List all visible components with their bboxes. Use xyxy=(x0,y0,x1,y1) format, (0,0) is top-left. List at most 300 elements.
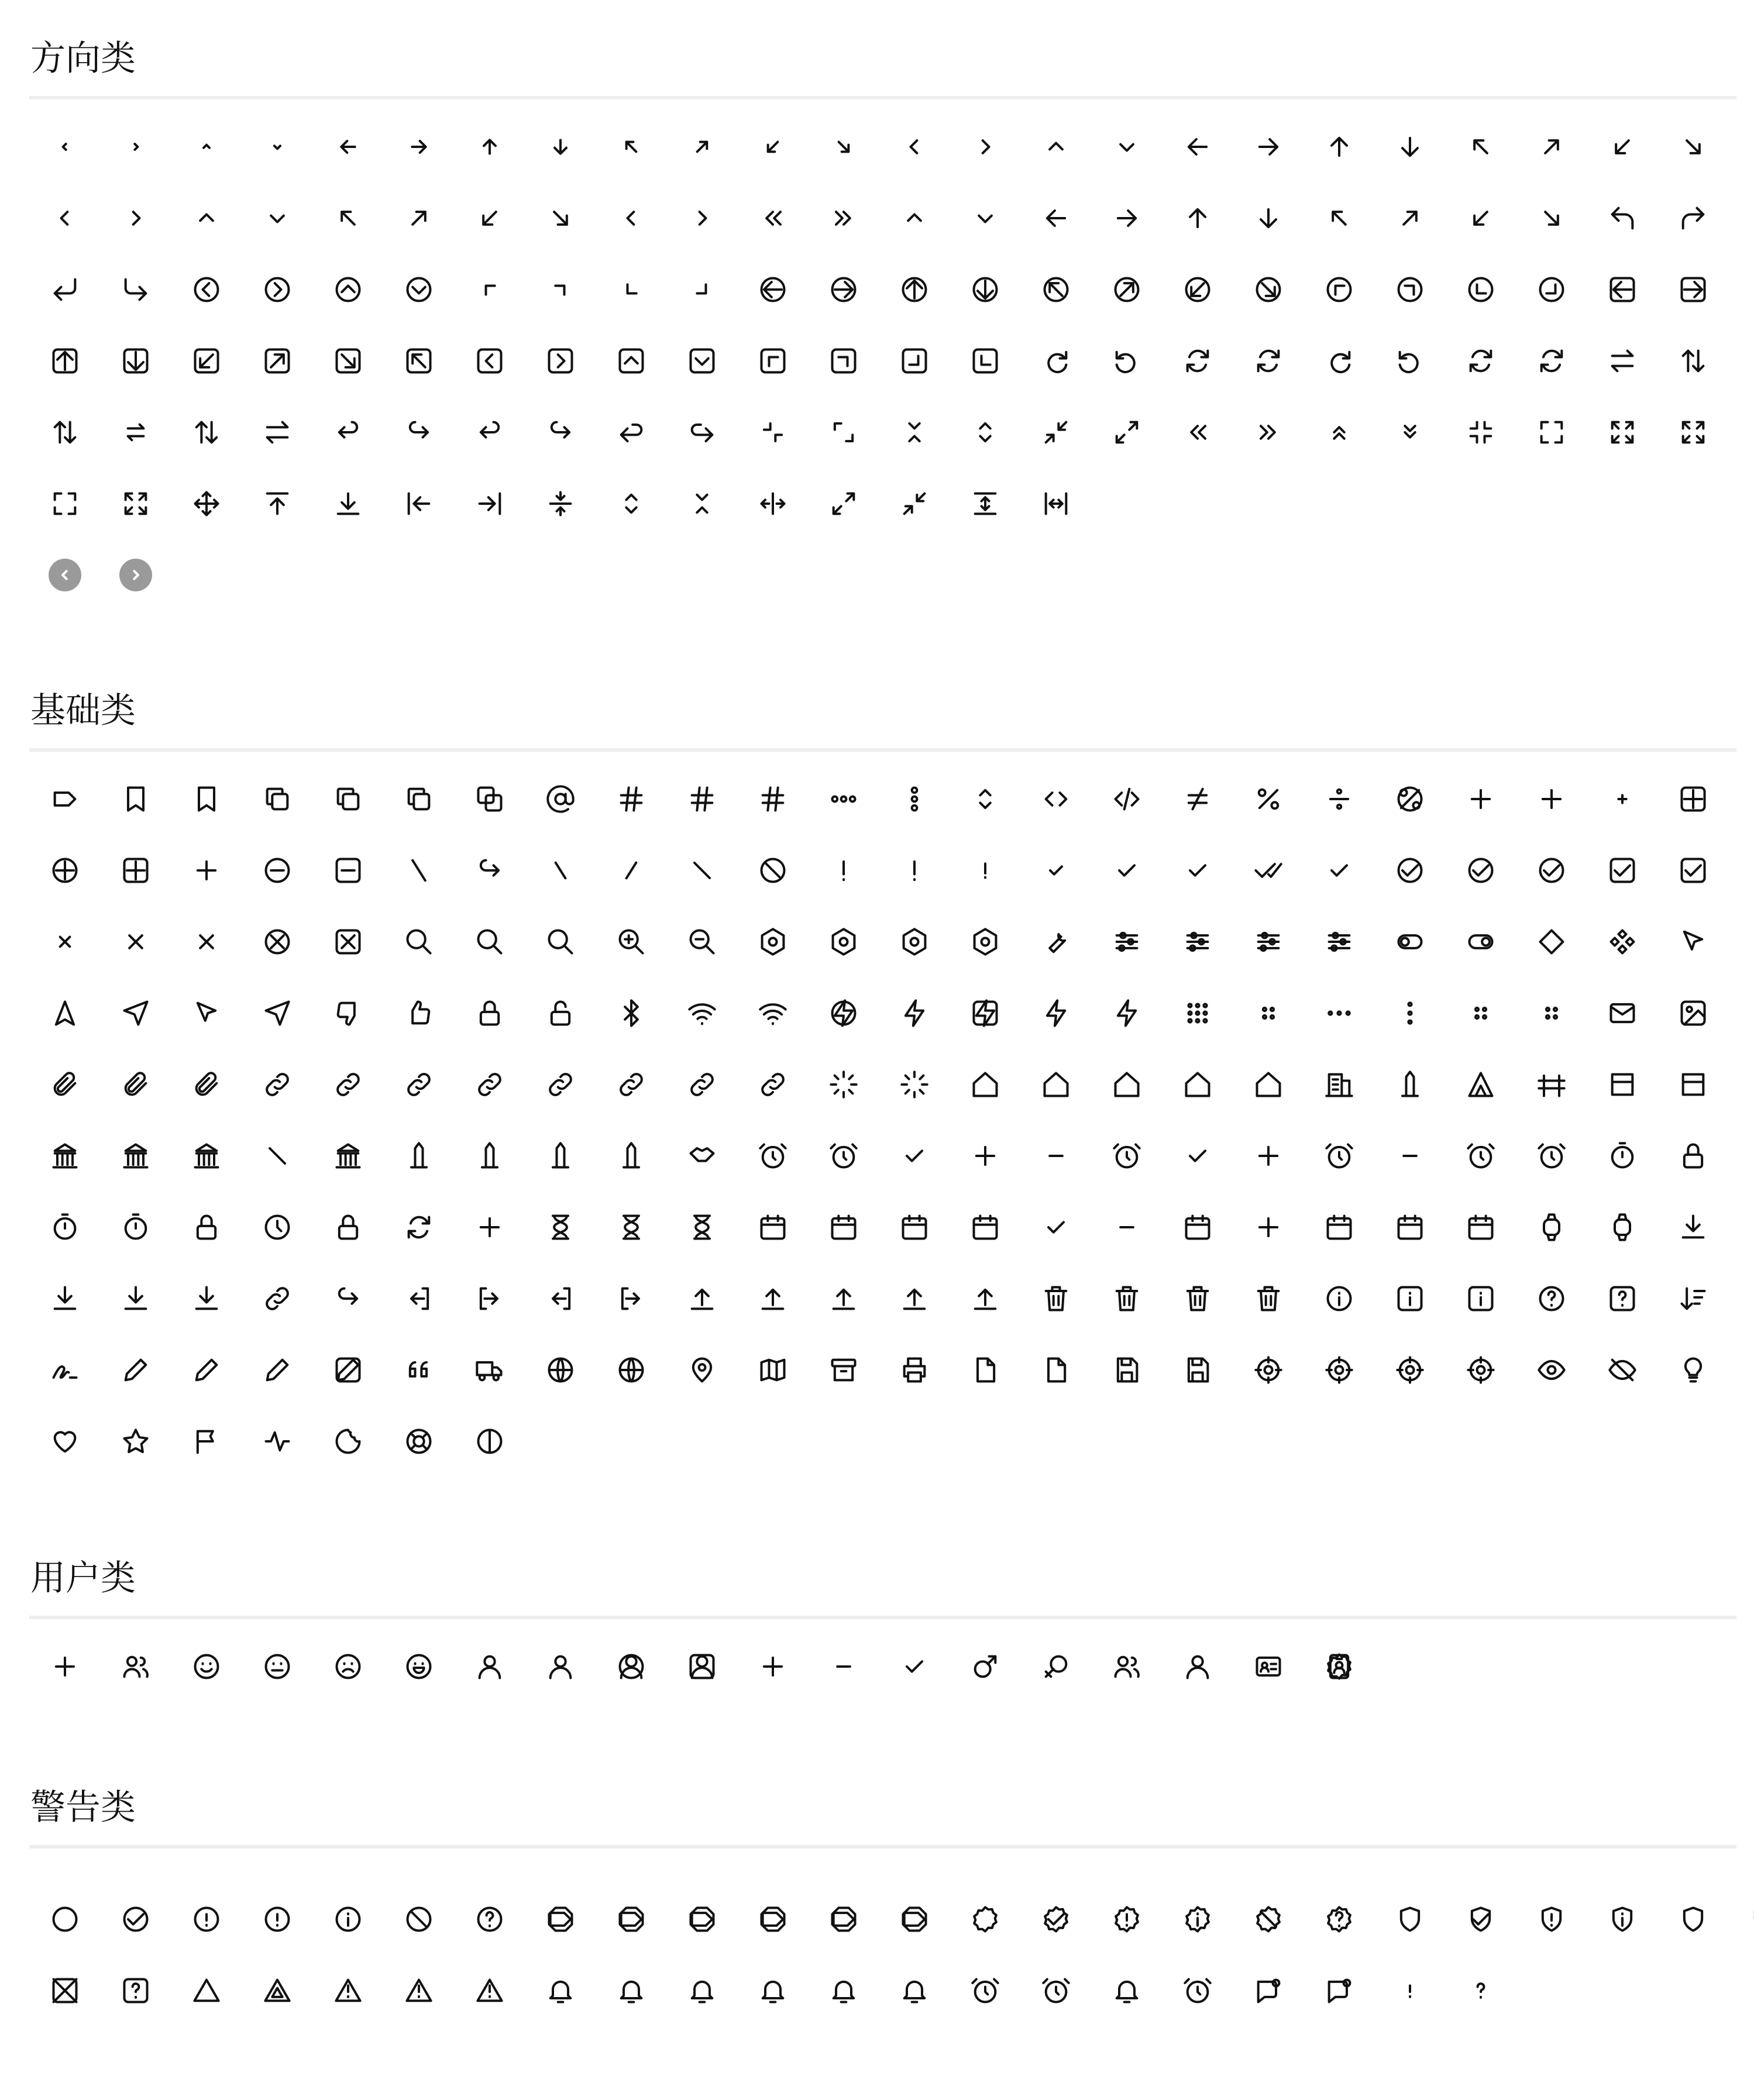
arrow-left-small-icon[interactable] xyxy=(312,111,383,183)
align-left-icon[interactable] xyxy=(383,468,454,539)
bell-off-alt-icon[interactable] xyxy=(879,1955,950,2026)
align-right-icon[interactable] xyxy=(454,468,525,539)
contrast-icon[interactable] xyxy=(454,1406,525,1477)
bank-icon[interactable] xyxy=(242,1120,312,1192)
square-plus-icon[interactable] xyxy=(1657,763,1728,835)
arrow-right-large-icon[interactable] xyxy=(1091,183,1162,254)
upload-tray-icon[interactable] xyxy=(808,1263,879,1334)
wifi-icon[interactable] xyxy=(666,977,737,1049)
log-in-icon[interactable] xyxy=(383,1263,454,1334)
triangle-icon[interactable] xyxy=(171,1955,242,2026)
badge-check-icon[interactable] xyxy=(1020,1884,1091,1955)
calendar-plus-icon[interactable] xyxy=(1233,1192,1304,1263)
corner-top-right-icon[interactable] xyxy=(525,254,596,325)
at-sign-icon[interactable] xyxy=(525,763,596,835)
sort-arrows-icon[interactable] xyxy=(29,397,100,468)
printer-icon[interactable] xyxy=(879,1334,950,1406)
calendar-one-icon[interactable] xyxy=(1162,1192,1233,1263)
calendar-minus-icon[interactable] xyxy=(1091,1192,1162,1263)
refresh-cw-icon[interactable] xyxy=(1162,325,1233,397)
undo-icon[interactable] xyxy=(1374,325,1445,397)
bell-alt-icon[interactable] xyxy=(596,1955,666,2026)
check-medium-icon[interactable] xyxy=(1091,835,1162,906)
reply-icon[interactable] xyxy=(454,397,525,468)
return-right-icon[interactable] xyxy=(666,397,737,468)
timer-icon[interactable] xyxy=(100,1192,171,1263)
landmark-icon[interactable] xyxy=(29,1120,100,1192)
thumbs-up-icon[interactable] xyxy=(383,977,454,1049)
corner-down-right-icon[interactable] xyxy=(100,254,171,325)
unfold-icon[interactable] xyxy=(950,763,1020,835)
bell-off-icon[interactable] xyxy=(808,1955,879,2026)
thumbs-down-icon[interactable] xyxy=(312,977,383,1049)
square-corner-top-left-icon[interactable] xyxy=(737,325,808,397)
code-icon[interactable] xyxy=(1020,763,1091,835)
chevron-left-small-icon[interactable] xyxy=(29,111,100,183)
message-dot-icon[interactable] xyxy=(1304,1955,1374,2026)
maximize-diagonal-icon[interactable] xyxy=(1091,397,1162,468)
alarm-plus-alt-icon[interactable] xyxy=(1233,1120,1304,1192)
truck-icon[interactable] xyxy=(454,1334,525,1406)
trash-bin-icon[interactable] xyxy=(1233,1263,1304,1334)
shrink-corner-icon[interactable] xyxy=(737,397,808,468)
arrow-right-small-icon[interactable] xyxy=(383,111,454,183)
square-plus-alt-icon[interactable] xyxy=(100,835,171,906)
shield-check-icon[interactable] xyxy=(1445,1884,1516,1955)
map-icon[interactable] xyxy=(737,1334,808,1406)
close-icon[interactable] xyxy=(171,906,242,977)
bell-ringing-icon[interactable] xyxy=(1091,1955,1162,2026)
link-horizontal-icon[interactable] xyxy=(596,1049,666,1120)
flag-icon[interactable] xyxy=(171,1406,242,1477)
chevron-down-icon[interactable] xyxy=(242,183,312,254)
octagon-icon[interactable] xyxy=(525,1884,596,1955)
square-arrow-down-right-icon[interactable] xyxy=(312,325,383,397)
circle-chevron-left-icon[interactable] xyxy=(171,254,242,325)
circle-plus-icon[interactable] xyxy=(29,835,100,906)
code-slash-icon[interactable] xyxy=(1091,763,1162,835)
hexagon-icon[interactable] xyxy=(950,906,1020,977)
expand-horizontal-center-icon[interactable] xyxy=(737,468,808,539)
circle-arrow-up-left-icon[interactable] xyxy=(1020,254,1091,325)
toggle-left-icon[interactable] xyxy=(1374,906,1445,977)
file-icon[interactable] xyxy=(950,1334,1020,1406)
circle-help-icon[interactable] xyxy=(454,1884,525,1955)
info-circle-icon[interactable] xyxy=(1304,1263,1374,1334)
link-broken-icon[interactable] xyxy=(525,1049,596,1120)
chevron-down-medium-icon[interactable] xyxy=(1091,111,1162,183)
square-corner-bottom-right-icon[interactable] xyxy=(879,325,950,397)
arrow-up-left-small-icon[interactable] xyxy=(596,111,666,183)
square-arrow-right-icon[interactable] xyxy=(1657,254,1728,325)
search-icon[interactable] xyxy=(383,906,454,977)
grip-horizontal-icon[interactable] xyxy=(1516,977,1587,1049)
hourglass-half-icon[interactable] xyxy=(666,1192,737,1263)
user-minus-icon[interactable] xyxy=(808,1631,879,1702)
percent-icon[interactable] xyxy=(1233,763,1304,835)
tower-alt-icon[interactable] xyxy=(525,1120,596,1192)
upload-alt-icon[interactable] xyxy=(737,1263,808,1334)
focus-frame-icon[interactable] xyxy=(1516,397,1587,468)
circle-check-warn-icon[interactable] xyxy=(100,1884,171,1955)
check-small-icon[interactable] xyxy=(1020,835,1091,906)
trash-can-icon[interactable] xyxy=(1162,1263,1233,1334)
minimize-diagonal-icon[interactable] xyxy=(1020,397,1091,468)
archive-icon[interactable] xyxy=(808,1334,879,1406)
sign-in-icon[interactable] xyxy=(525,1263,596,1334)
arrow-down-left-corner-icon[interactable] xyxy=(454,183,525,254)
square-arrow-up-left-icon[interactable] xyxy=(383,325,454,397)
log-out-icon[interactable] xyxy=(454,1263,525,1334)
copy-alt-icon[interactable] xyxy=(312,763,383,835)
dots-four-icon[interactable] xyxy=(1233,977,1304,1049)
chevron-down-small-icon[interactable] xyxy=(242,111,312,183)
snooze-icon[interactable] xyxy=(1516,1120,1587,1192)
expand-all-icon[interactable] xyxy=(100,468,171,539)
filled-chevron-right-icon[interactable] xyxy=(100,539,171,611)
edit-square-icon[interactable] xyxy=(312,1334,383,1406)
expand-vertical-icon[interactable] xyxy=(950,397,1020,468)
cursor-click-icon[interactable] xyxy=(171,977,242,1049)
copy-icon[interactable] xyxy=(242,763,312,835)
user-alt-icon[interactable] xyxy=(525,1631,596,1702)
link-off-alt-icon[interactable] xyxy=(737,1049,808,1120)
link-chain-icon[interactable] xyxy=(666,1049,737,1120)
wifi-off-icon[interactable] xyxy=(737,977,808,1049)
arrow-down-large-icon[interactable] xyxy=(1233,183,1304,254)
arrow-up-right-icon[interactable] xyxy=(1516,111,1587,183)
calendar-blank-icon[interactable] xyxy=(1445,1192,1516,1263)
slash-back-icon[interactable] xyxy=(383,835,454,906)
paperclip-icon[interactable] xyxy=(29,1049,100,1120)
arrow-down-right-corner-icon[interactable] xyxy=(525,183,596,254)
lifebuoy-icon[interactable] xyxy=(383,1406,454,1477)
users-group-icon[interactable] xyxy=(100,1631,171,1702)
external-link-icon[interactable] xyxy=(242,1263,312,1334)
calendar-date-icon[interactable] xyxy=(1304,1192,1374,1263)
diamond-icon[interactable] xyxy=(1516,906,1587,977)
link-vertical-icon[interactable] xyxy=(454,1049,525,1120)
flash-square-icon[interactable] xyxy=(950,977,1020,1049)
alarm-plus-icon[interactable] xyxy=(950,1120,1020,1192)
hourglass-alt-icon[interactable] xyxy=(596,1192,666,1263)
smile-icon[interactable] xyxy=(171,1631,242,1702)
clock-refresh-icon[interactable] xyxy=(383,1192,454,1263)
more-circles-icon[interactable] xyxy=(808,763,879,835)
check-double-icon[interactable] xyxy=(1233,835,1304,906)
message-alert-icon[interactable] xyxy=(1374,1955,1445,2026)
search-large-icon[interactable] xyxy=(525,906,596,977)
arrow-down-right-large-icon[interactable] xyxy=(1516,183,1587,254)
alarm-minus-alt-icon[interactable] xyxy=(1374,1120,1445,1192)
circle-alert-alt-icon[interactable] xyxy=(242,1884,312,1955)
align-top-icon[interactable] xyxy=(242,468,312,539)
circle-arrow-up-icon[interactable] xyxy=(879,254,950,325)
frame-corners-icon[interactable] xyxy=(29,468,100,539)
bell-snooze-icon[interactable] xyxy=(1162,1955,1233,2026)
arrow-down-icon[interactable] xyxy=(1374,111,1445,183)
octagon-help-icon[interactable] xyxy=(879,1884,950,1955)
lock-icon[interactable] xyxy=(454,977,525,1049)
help-square-icon[interactable] xyxy=(1587,1263,1657,1334)
refresh-arrows-alt-icon[interactable] xyxy=(1516,325,1587,397)
sign-out-icon[interactable] xyxy=(596,1263,666,1334)
filled-chevron-left-icon[interactable] xyxy=(29,539,100,611)
alarm-minus-icon[interactable] xyxy=(1020,1120,1091,1192)
user-check-icon[interactable] xyxy=(879,1631,950,1702)
message-help-icon[interactable] xyxy=(1445,1955,1516,2026)
activity-icon[interactable] xyxy=(242,1406,312,1477)
sort-descending-icon[interactable] xyxy=(1657,1263,1728,1334)
bell-alarm-icon[interactable] xyxy=(950,1955,1020,2026)
alarm-alt-icon[interactable] xyxy=(808,1120,879,1192)
unlock-icon[interactable] xyxy=(525,977,596,1049)
shrink-icon[interactable] xyxy=(1445,397,1516,468)
circle-icon[interactable] xyxy=(29,1884,100,1955)
square-chevron-down-icon[interactable] xyxy=(666,325,737,397)
gender-female-icon[interactable] xyxy=(1020,1631,1091,1702)
circle-arrow-right-icon[interactable] xyxy=(808,254,879,325)
arrow-up-left-corner-icon[interactable] xyxy=(312,183,383,254)
chevron-right-icon[interactable] xyxy=(100,183,171,254)
pylon-icon[interactable] xyxy=(454,1120,525,1192)
arrow-down-left-icon[interactable] xyxy=(1587,111,1657,183)
shield-alert-icon[interactable] xyxy=(1516,1884,1587,1955)
square-arrow-down-icon[interactable] xyxy=(100,325,171,397)
settings-gear-icon[interactable] xyxy=(879,906,950,977)
laugh-icon[interactable] xyxy=(383,1631,454,1702)
shield-icon[interactable] xyxy=(1374,1884,1445,1955)
rotate-ccw-icon[interactable] xyxy=(1091,325,1162,397)
navigation-icon[interactable] xyxy=(29,977,100,1049)
message-notification-icon[interactable] xyxy=(1233,1955,1304,2026)
flash-icon[interactable] xyxy=(879,977,950,1049)
align-bottom-icon[interactable] xyxy=(312,468,383,539)
calendar-lines-icon[interactable] xyxy=(879,1192,950,1263)
handshake-icon[interactable] xyxy=(666,1120,737,1192)
corner-down-left-icon[interactable] xyxy=(29,254,100,325)
exclamation-icon[interactable] xyxy=(808,835,879,906)
redo-curve-icon[interactable] xyxy=(383,397,454,468)
arrow-up-right-large-icon[interactable] xyxy=(1374,183,1445,254)
double-chevron-left-icon[interactable] xyxy=(1162,397,1233,468)
hash-icon[interactable] xyxy=(596,763,666,835)
calendar-icon[interactable] xyxy=(737,1192,808,1263)
pagoda-icon[interactable] xyxy=(100,1120,171,1192)
cloud-upload-icon[interactable] xyxy=(879,1263,950,1334)
square-check-icon[interactable] xyxy=(1587,835,1657,906)
signature-icon[interactable] xyxy=(29,1334,100,1406)
badge-alert-icon[interactable] xyxy=(1091,1884,1162,1955)
globe-icon[interactable] xyxy=(525,1334,596,1406)
circle-check-alt-icon[interactable] xyxy=(1516,835,1587,906)
send-alt-icon[interactable] xyxy=(242,977,312,1049)
alarm-check-alt-icon[interactable] xyxy=(1162,1120,1233,1192)
chevrons-left-icon[interactable] xyxy=(737,183,808,254)
history-icon[interactable] xyxy=(242,1192,312,1263)
user-plus-icon[interactable] xyxy=(737,1631,808,1702)
badge-info-icon[interactable] xyxy=(1162,1884,1233,1955)
arrow-up-left-large-icon[interactable] xyxy=(1304,183,1374,254)
triangle-alert-alt-icon[interactable] xyxy=(383,1955,454,2026)
slash-small-icon[interactable] xyxy=(596,835,666,906)
arrow-left-icon[interactable] xyxy=(1162,111,1233,183)
ban-icon[interactable] xyxy=(666,835,737,906)
upload-icon[interactable] xyxy=(666,1263,737,1334)
crosshair-alt-icon[interactable] xyxy=(1374,1334,1445,1406)
link-off-icon[interactable] xyxy=(312,1049,383,1120)
archive-download-icon[interactable] xyxy=(171,1263,242,1334)
bell-alarm-alt-icon[interactable] xyxy=(1020,1955,1091,2026)
octagon-check-icon[interactable] xyxy=(596,1884,666,1955)
circle-slash-icon[interactable] xyxy=(737,835,808,906)
calendar-dots-icon[interactable] xyxy=(808,1192,879,1263)
target-icon[interactable] xyxy=(1445,1334,1516,1406)
chevron-right-small-icon[interactable] xyxy=(100,111,171,183)
link-icon[interactable] xyxy=(242,1049,312,1120)
help-circle-icon[interactable] xyxy=(1516,1263,1587,1334)
info-square-alt-icon[interactable] xyxy=(1445,1263,1516,1334)
chevron-left-large-icon[interactable] xyxy=(596,183,666,254)
square-arrow-up-right-icon[interactable] xyxy=(242,325,312,397)
zap-off-icon[interactable] xyxy=(1091,977,1162,1049)
user-circle-icon[interactable] xyxy=(596,1631,666,1702)
badge-ban-icon[interactable] xyxy=(1233,1884,1304,1955)
maximize-icon[interactable] xyxy=(808,468,879,539)
exclamation-medium-icon[interactable] xyxy=(879,835,950,906)
newspaper-icon[interactable] xyxy=(1020,1334,1091,1406)
component-icon[interactable] xyxy=(1587,906,1657,977)
chevron-down-large-icon[interactable] xyxy=(950,183,1020,254)
download-tray-icon[interactable] xyxy=(29,1263,100,1334)
bell-ring-icon[interactable] xyxy=(666,1955,737,2026)
frown-icon[interactable] xyxy=(312,1631,383,1702)
square-x-icon[interactable] xyxy=(29,1955,100,2026)
bluetooth-icon[interactable] xyxy=(596,977,666,1049)
bookmark-icon[interactable] xyxy=(100,763,171,835)
id-card-icon[interactable] xyxy=(1233,1631,1304,1702)
backslash-small-icon[interactable] xyxy=(525,835,596,906)
settings-icon[interactable] xyxy=(737,906,808,977)
alarm-off-icon[interactable] xyxy=(1091,1120,1162,1192)
check-icon[interactable] xyxy=(1162,835,1233,906)
calendar-arrow-icon[interactable] xyxy=(1374,1192,1445,1263)
user-icon[interactable] xyxy=(454,1631,525,1702)
square-help-icon[interactable] xyxy=(100,1955,171,2026)
quote-icon[interactable] xyxy=(383,1334,454,1406)
timer-off-icon[interactable] xyxy=(1445,1120,1516,1192)
circle-arrow-up-right-icon[interactable] xyxy=(1091,254,1162,325)
refresh-ccw-icon[interactable] xyxy=(1233,325,1304,397)
arrow-up-small-icon[interactable] xyxy=(454,111,525,183)
double-chevron-up-icon[interactable] xyxy=(1304,397,1374,468)
loading-alt-icon[interactable] xyxy=(879,1049,950,1120)
chevron-right-large-icon[interactable] xyxy=(666,183,737,254)
castle-icon[interactable] xyxy=(1657,1049,1728,1120)
arrow-up-right-small-icon[interactable] xyxy=(666,111,737,183)
forward-icon[interactable] xyxy=(525,397,596,468)
download-icon[interactable] xyxy=(1657,1192,1728,1263)
zap-icon[interactable] xyxy=(1020,977,1091,1049)
gate-icon[interactable] xyxy=(171,1120,242,1192)
home-alt-icon[interactable] xyxy=(1020,1049,1091,1120)
close-small-icon[interactable] xyxy=(29,906,100,977)
temple-icon[interactable] xyxy=(312,1120,383,1192)
cursor-pointer-icon[interactable] xyxy=(1657,906,1728,977)
plus-medium-icon[interactable] xyxy=(1516,763,1587,835)
grid-dots-icon[interactable] xyxy=(1162,977,1233,1049)
map-pin-icon[interactable] xyxy=(666,1334,737,1406)
globe-alt-icon[interactable] xyxy=(596,1334,666,1406)
flash-circle-icon[interactable] xyxy=(808,977,879,1049)
check-bold-icon[interactable] xyxy=(1304,835,1374,906)
exchange-horizontal-icon[interactable] xyxy=(242,397,312,468)
square-arrow-up-icon[interactable] xyxy=(29,325,100,397)
target-arrow-icon[interactable] xyxy=(1233,1334,1304,1406)
rotate-cw-icon[interactable] xyxy=(1020,325,1091,397)
paperclip-alt-icon[interactable] xyxy=(100,1049,171,1120)
house-round-icon[interactable] xyxy=(1233,1049,1304,1120)
link-alt-icon[interactable] xyxy=(383,1049,454,1120)
bell-icon[interactable] xyxy=(525,1955,596,2026)
shield-info-icon[interactable] xyxy=(1587,1884,1657,1955)
user-list-icon[interactable] xyxy=(1162,1631,1233,1702)
circle-chevron-up-icon[interactable] xyxy=(312,254,383,325)
more-vertical-circles-icon[interactable] xyxy=(879,763,950,835)
fullscreen-arrows-icon[interactable] xyxy=(1657,397,1728,468)
square-arrow-left-icon[interactable] xyxy=(1587,254,1657,325)
grip-vertical-icon[interactable] xyxy=(1445,977,1516,1049)
square-close-icon[interactable] xyxy=(312,906,383,977)
info-square-icon[interactable] xyxy=(1374,1263,1445,1334)
chevron-up-small-icon[interactable] xyxy=(171,111,242,183)
octagon-alert-icon[interactable] xyxy=(666,1884,737,1955)
square-check-alt-icon[interactable] xyxy=(1657,835,1728,906)
stopwatch-alt-icon[interactable] xyxy=(29,1192,100,1263)
collapse-vertical-center-icon[interactable] xyxy=(666,468,737,539)
percent-circle-icon[interactable] xyxy=(1374,763,1445,835)
chevron-right-medium-icon[interactable] xyxy=(950,111,1020,183)
watch-alt-icon[interactable] xyxy=(1587,1192,1657,1263)
chevron-up-medium-icon[interactable] xyxy=(1020,111,1091,183)
arrow-down-right-icon[interactable] xyxy=(1657,111,1728,183)
alarm-icon[interactable] xyxy=(737,1120,808,1192)
tag-icon[interactable] xyxy=(29,763,100,835)
upload-bar-icon[interactable] xyxy=(950,1263,1020,1334)
circle-chevron-down-icon[interactable] xyxy=(383,254,454,325)
circle-corner-bottom-left-icon[interactable] xyxy=(1445,254,1516,325)
user-square-icon[interactable] xyxy=(666,1631,737,1702)
watch-icon[interactable] xyxy=(1516,1192,1587,1263)
alarm-off-alt-icon[interactable] xyxy=(1304,1120,1374,1192)
share-forward-icon[interactable] xyxy=(312,1263,383,1334)
sliders-icon[interactable] xyxy=(1162,906,1233,977)
triangle-inner-icon[interactable] xyxy=(242,1955,312,2026)
shop-icon[interactable] xyxy=(1587,1049,1657,1120)
collapse-horizontal-center-icon[interactable] xyxy=(525,468,596,539)
cookie-icon[interactable] xyxy=(312,1406,383,1477)
badge-help-icon[interactable] xyxy=(1304,1884,1374,1955)
move-icon[interactable] xyxy=(171,468,242,539)
double-chevron-down-icon[interactable] xyxy=(1374,397,1445,468)
circle-check-outline-icon[interactable] xyxy=(1374,835,1445,906)
not-equal-icon[interactable] xyxy=(1162,763,1233,835)
more-vertical-icon[interactable] xyxy=(1374,977,1445,1049)
crosshair-icon[interactable] xyxy=(1304,1334,1374,1406)
smile-plus-icon[interactable] xyxy=(29,1631,100,1702)
rocket-tower-icon[interactable] xyxy=(596,1120,666,1192)
arrow-down-small-icon[interactable] xyxy=(525,111,596,183)
